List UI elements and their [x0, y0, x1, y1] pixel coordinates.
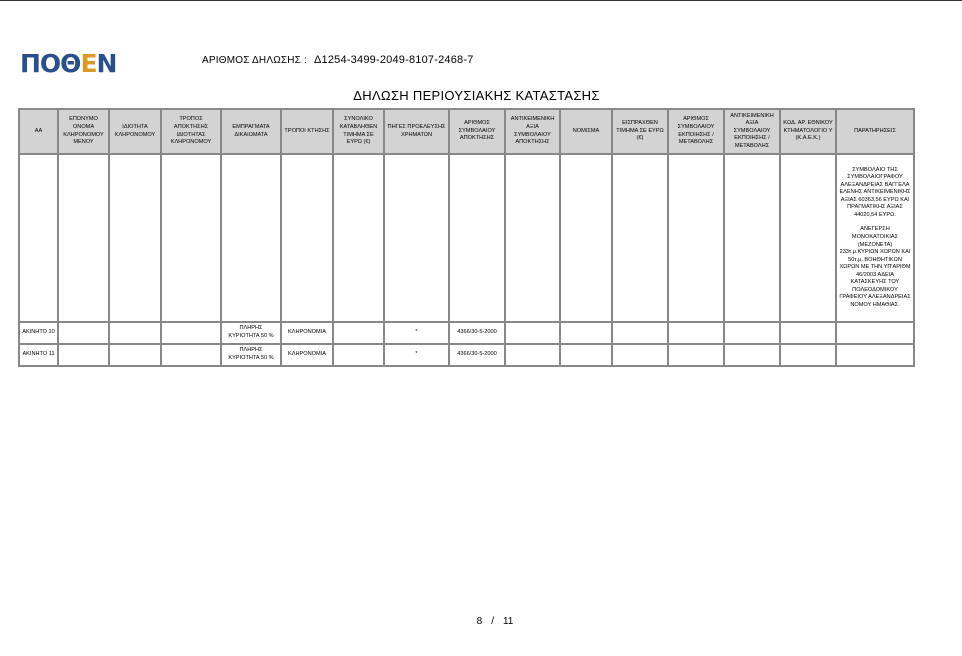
table-cell: [780, 154, 836, 322]
declaration-value: Δ1254-3499-2049-8107-2468-7: [314, 54, 474, 66]
pothen-logo: [20, 48, 116, 78]
table-cell: [333, 322, 384, 344]
table-cell: [836, 322, 914, 344]
header-cell: ΑΝΤΙΚΕΙΜΕΝΙΚΗ ΑΞΙΑ ΣΥΜΒΟΛΑΙΟΥ ΑΠΟΚΤΗΣΗΣ: [505, 109, 560, 154]
header-cell: ΤΡΟΠΟΙ ΚΤΗΣΗΣ: [281, 109, 333, 154]
table-cell: [780, 344, 836, 366]
table-cell: [505, 344, 560, 366]
table-cell: [19, 154, 58, 322]
header-cell: ΠΗΓΕΣ ΠΡΟΕΛΕΥΣΗΣ ΧΡΗΜΑΤΩΝ: [384, 109, 449, 154]
table-cell: [505, 322, 560, 344]
aa-cell: ΑΚΙΝΗΤΟ 11: [19, 344, 58, 366]
table-row: [19, 344, 914, 366]
header-cell: ΑΑ: [19, 109, 58, 154]
table-cell: [560, 344, 612, 366]
table-row: [19, 322, 914, 344]
table-cell: [836, 344, 914, 366]
table-cell: [384, 154, 449, 322]
logo-part-1: ΠΟΘ: [20, 48, 81, 78]
acquisition-cell: ΚΛΗΡΟΝΟΜΙΑ: [281, 322, 333, 344]
notes-spacer: [839, 219, 911, 226]
table-cell: [221, 154, 281, 322]
notes-paragraph-2: ΑΝΕΓΕΡΣΗ ΜΟΝΟΚΑΤΟΙΚΙΑΣ (ΜΕΖΟΝΕΤΑ) 233τ.μ.ΚΥΡΙΩΝ ΧΩΡΩΝ ΚΑΙ 50τ.μ. ΒΟΗΘΗΤΙΚΩΝ ΧΩΡΩΝ ΜΕ ΤΗΝ ΥΠ'ΑΡΙΘΜ 46/2003 ΑΔΕΙΑ ΚΑΤΑΣΚΕΥΗΣ ΤΟΥ ΠΟΛΕΟΔΟΜΙΚΟΥ ΓΡΑΦΕΙΟΥ ΑΛΕΞΑΝΔΡΕΙΑΣ ΝΟΜΟΥ ΗΜΑΘΙΑΣ.: [839, 226, 911, 308]
header-cell: ΑΡΙΘΜΟΣ ΣΥΜΒΟΛΑΙΟΥ ΑΠΟΚΤΗΣΗΣ: [449, 109, 505, 154]
table-cell: [780, 322, 836, 344]
table-cell: [505, 154, 560, 322]
header-cell: ΕΜΠΡΑΓΜΑΤΑ ΔΙΚΑΙΩΜΑΤΑ: [221, 109, 281, 154]
sources-cell: *: [384, 322, 449, 344]
table-cell: [109, 322, 161, 344]
table-cell: [449, 154, 505, 322]
header-cell: ΚΩΔ. ΑΡ. ΕΘΝΙΚΟΥ ΚΤΗΜΑΤΟΛΟΓΙΟ Υ (Κ.Α.Ε.Κ.): [780, 109, 836, 154]
table-cell: [724, 322, 780, 344]
declaration-label: ΑΡΙΘΜΟΣ ΔΗΛΩΣΗΣ :: [202, 55, 308, 66]
table-cell: [281, 154, 333, 322]
page-separator: /: [491, 616, 494, 627]
table-cell: [612, 322, 668, 344]
header-row: [19, 109, 914, 154]
header-cell: ΙΔΙΟΤΗΤΑ ΚΛΗΡΟΝΟΜΟΥ: [109, 109, 161, 154]
notes-paragraph-1: ΣΥΜΒΟΛΑΙΟ ΤΗΣ ΣΥΜΒΟΛΑΙΟΓΡΑΦΟΥ ΑΛΕΞΑΝΔΡΕΙΑΣ ΒΑΓΓΕΛΑ ΕΛΕΝΗΣ ΑΝΤΙΚΕΙΜΕΝΙΚΗΣ ΑΞΙΑΣ 60363,56 ΕΥΡΩ ΚΑΙ ΠΡΑΓΜΑΤΙΚΗΣ ΑΞΙΑΣ 44020,54 ΕΥΡΩ.: [839, 166, 911, 218]
document-title: ΔΗΛΩΣΗ ΠΕΡΙΟΥΣΙΑΚΗΣ ΚΑΤΑΣΤΑΣΗΣ: [353, 88, 600, 103]
table-cell: [109, 344, 161, 366]
table-cell: [560, 154, 612, 322]
aa-cell: ΑΚΙΝΗΤΟ 10: [19, 322, 58, 344]
contract-cell: 4366/30-5-2000: [449, 322, 505, 344]
table-cell: [668, 322, 724, 344]
header-cell: ΤΡΟΠΟΣ ΑΠΟΚΤΗΣΗΣ ΙΔΙΟΤΗΤΑΣ ΚΛΗΡΟΝΟΜΟΥ: [161, 109, 221, 154]
table-cell: [161, 154, 221, 322]
table-cell: [612, 344, 668, 366]
page-total: 11: [502, 616, 514, 627]
rights-cell: ΠΛΗΡΗΣ ΚΥΡΙΟΤΗΤΑ 50 %: [221, 344, 281, 366]
logo-part-3: Ν: [96, 48, 117, 78]
table-cell: [612, 154, 668, 322]
table-cell: [560, 322, 612, 344]
sources-cell: *: [384, 344, 449, 366]
header-cell: ΑΝΤΙΚΕΙΜΕΝΙΚΗ ΑΞΙΑ ΣΥΜΒΟΛΑΙΟΥ ΕΚΠΟΙΗΣΗΣ / ΜΕΤΑΒΟΛΗΣ: [724, 109, 780, 154]
table-cell: [161, 322, 221, 344]
table-cell: [668, 344, 724, 366]
table-cell: [58, 154, 109, 322]
table-cell: [668, 154, 724, 322]
notes-row: [19, 154, 914, 322]
table-cell: [161, 344, 221, 366]
page-indicator: [0, 616, 962, 627]
table-cell: [58, 344, 109, 366]
page-current: 8: [476, 616, 483, 627]
table-cell: [724, 154, 780, 322]
acquisition-cell: ΚΛΗΡΟΝΟΜΙΑ: [281, 344, 333, 366]
declaration-number: [202, 54, 474, 66]
header-cell: ΕΙΣΠΡΑΧΘΕΝ ΤΙΜΗΜΑ ΣΕ ΕΥΡΩ (€): [612, 109, 668, 154]
header-cell: ΝΟΜΙΣΜΑ: [560, 109, 612, 154]
logo-part-2: Ε: [80, 48, 97, 78]
notes-cell: [836, 154, 914, 322]
header-cell: ΕΠΩΝΥΜΟ ΟΝΟΜΑ ΚΛΗΡΟΝΟΜΟΥ ΜΕΝΟΥ: [58, 109, 109, 154]
header-cell: ΠΑΡΑΤΗΡΗΣΕΙΣ: [836, 109, 914, 154]
header-cell: ΣΥΝΟΛΙΚΟ ΚΑΤΑΒΛΗΘΕΝ ΤΙΜΗΜΑ ΣΕ ΕΥΡΩ (€): [333, 109, 384, 154]
header-cell: ΑΡΙΘΜΟΣ ΣΥΜΒΟΛΑΙΟΥ ΕΚΠΟΙΗΣΗΣ /ΜΕΤΑΒΟΛΗΣ: [668, 109, 724, 154]
table-cell: [109, 154, 161, 322]
contract-cell: 4366/30-5-2000: [449, 344, 505, 366]
table-cell: [58, 322, 109, 344]
table-cell: [333, 344, 384, 366]
table-cell: [724, 344, 780, 366]
table-cell: [333, 154, 384, 322]
rights-cell: ΠΛΗΡΗΣ ΚΥΡΙΟΤΗΤΑ 50 %: [221, 322, 281, 344]
assets-table: [18, 108, 915, 367]
top-rule: [0, 0, 962, 1]
